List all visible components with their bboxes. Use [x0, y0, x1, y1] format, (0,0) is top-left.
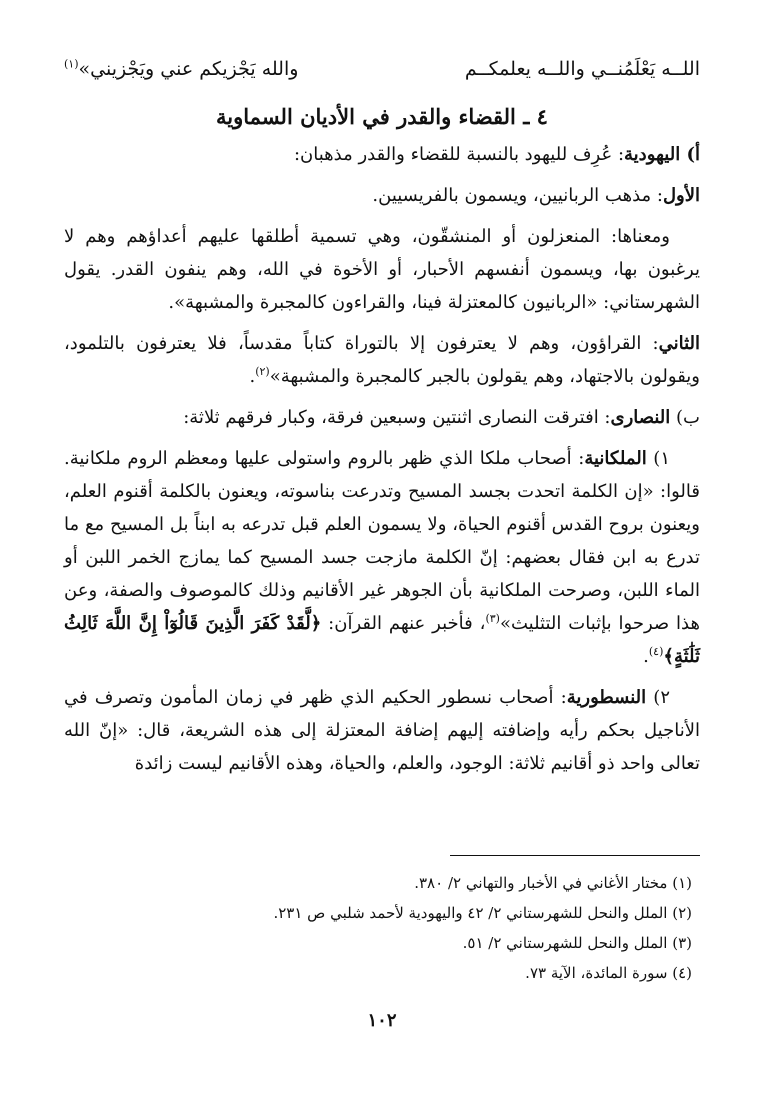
footnote-ref-2[interactable]: (٢)	[255, 365, 270, 378]
paragraph-text: : مذهب الربانيين، ويسمون بالفريسيين.	[372, 185, 663, 206]
footnotes	[64, 868, 700, 988]
item-prefix: ٢)	[646, 687, 670, 708]
paragraph-judaism	[64, 138, 700, 171]
paragraph-nestorians	[64, 681, 700, 780]
body-text	[64, 138, 700, 788]
paragraph-first-school	[64, 179, 700, 212]
paragraph-second-school: الثاني: القراؤون، وهم لا يعترفون إلا بالتوراة كتاباً مقدساً، فلا يعترفون بالتلمود، ويقولون بالاجتهاد، وهم يقولون بالجبر كالمجبرة والمشبهة»$^{(٢)}$.	[64, 333, 700, 387]
label-second: الثاني	[658, 333, 700, 354]
label-judaism: أ) اليهودية	[624, 144, 700, 165]
footnote-ref-1[interactable]: (١)	[64, 57, 79, 71]
verse-hemistich-first: اللــه يَعْلَمُنــي واللــه يعلمكــم	[464, 58, 700, 80]
paragraph-meaning	[64, 220, 700, 319]
page-number: ١٠٢	[367, 1010, 397, 1031]
paragraph-melkites: ١) الملكانية: أصحاب ملكا الذي ظهر بالروم واستولى عليها ومعظم الروم ملكانية. قالوا: «إن الكلمة اتحدت بجسد المسيح وتدرعت بناسوته، ويعنون بالكلمة أقنوم العلم، ويعنون بروح القدس أقنوم الحياة، ولا يسمون العلم قبل تدرعه به ابناً بل المسيح مع ما تدرع به ابن فقال بعضهم: إنّ الكلمة مازجت جسد المسيح كما يمازج الخمر اللبن أو الماء اللبن، وصرحت الملكانية بأن الجوهر غير الأقانيم وذلك كالموصوف والصفة، وعن هذا صرحوا بإثبات التثليث»$^{(٣)}$، فأخبر عنهم القرآن: ﴿لَّقَدْ كَفَرَ الَّذِينَ قَالُوٓاْ إِنَّ اللَّهَ ثَالِثُ ثَلَٰثَةٍ﴾$^{(٤)}$.	[64, 448, 700, 667]
paragraph-text: : القراؤون، وهم لا يعترفون إلا بالتوراة كتاباً مقدساً، فلا يعترفون بالتلمود، ويقولون بالاجتهاد، وهم يقولون بالجبر كالمجبرة والمشبهة»	[64, 333, 700, 387]
paragraph-text: : أصحاب نسطور الحكيم الذي ظهر في زمان المأمون وتصرف في الأناجيل بحكم رأيه وإضافته إليهم إضافة المعتزلة إلى هذه الشريعة، قال: «إنّ الله تعالى واحد ذو أقانيم ثلاثة: الوجود، والعلم، والحياة، وهذه الأقانيم ليست زائدة	[64, 687, 700, 774]
item-prefix: ١)	[646, 448, 670, 469]
book-page	[64, 40, 700, 1070]
footnote-3: (٣) الملل والنحل للشهرستاني ٢/ ٥١.	[462, 934, 692, 952]
paragraph-text: : افترقت النصارى اثنتين وسبعين فرقة، وكبار فرقهم ثلاثة:	[183, 407, 611, 428]
footnote-separator	[450, 855, 700, 856]
item-prefix: ب)	[670, 407, 700, 428]
poem-verse	[64, 54, 700, 84]
footnote-ref-3[interactable]: (٣)	[485, 612, 500, 625]
footnote-1: (١) مختار الأغاني في الأخبار والتهاني ٢/ ٣٨٠.	[414, 874, 692, 892]
footnote-ref-4[interactable]: (٤)	[648, 645, 664, 658]
footnote-2: (٢) الملل والنحل للشهرستاني ٢/ ٤٢ واليهودية لأحمد شلبي ص ٢٣١.	[273, 904, 692, 922]
section-heading: ٤ ـ القضاء والقدر في الأديان السماوية	[216, 104, 548, 129]
verse-hemistich-second: والله يَجْزيكم عني ويَجْزيني»$^{(١)}$	[64, 57, 299, 80]
paragraph-text: ، فأخبر عنهم القرآن:	[328, 613, 486, 634]
label-melkites: الملكانية	[584, 448, 647, 469]
paragraph-text: ومعناها: المنعزلون أو المنشقّون، وهي تسمية أطلقها عليهم أعداؤهم وهم لا يرغبون بها، ويسمون أنفسهم الأحبار، أو الأخوة في الله، وهم ينفون القدر. يقول الشهرستاني: «الربانيون كالمعتزلة فينا، والقراءون كالمجبرة والمشبهة».	[64, 226, 700, 313]
label-first: الأول	[662, 185, 700, 206]
label-nestorians: النسطورية	[566, 687, 647, 708]
footnote-4: (٤) سورة المائدة، الآية ٧٣.	[525, 964, 692, 982]
paragraph-text: : عُرِف لليهود بالنسبة للقضاء والقدر مذهبان:	[293, 144, 625, 165]
paragraph-text: : أصحاب ملكا الذي ظهر بالروم واستولى عليها ومعظم الروم ملكانية. قالوا: «إن الكلمة اتحدت بجسد المسيح وتدرعت بناسوته، ويعنون بالكلمة أقنوم العلم، ويعنون بروح القدس أقنوم الحياة، ولا يسمون العلم قبل تدرعه به ابناً بل المسيح مع ما تدرع به ابن فقال بعضهم: إنّ الكلمة مازجت جسد المسيح كما يمازج الخمر اللبن أو الماء اللبن، وصرحت الملكانية بأن الجوهر غير الأقانيم وذلك كالموصوف والصفة، وعن هذا صرحوا بإثبات التثليث»	[64, 448, 700, 634]
paragraph-christians	[64, 401, 700, 434]
label-christians: النصارى	[610, 407, 671, 428]
quran-verse: ﴿لَّقَدْ كَفَرَ الَّذِينَ قَالُوٓاْ إِنَّ اللَّهَ ثَالِثُ ثَلَٰثَةٍ﴾	[64, 613, 700, 667]
